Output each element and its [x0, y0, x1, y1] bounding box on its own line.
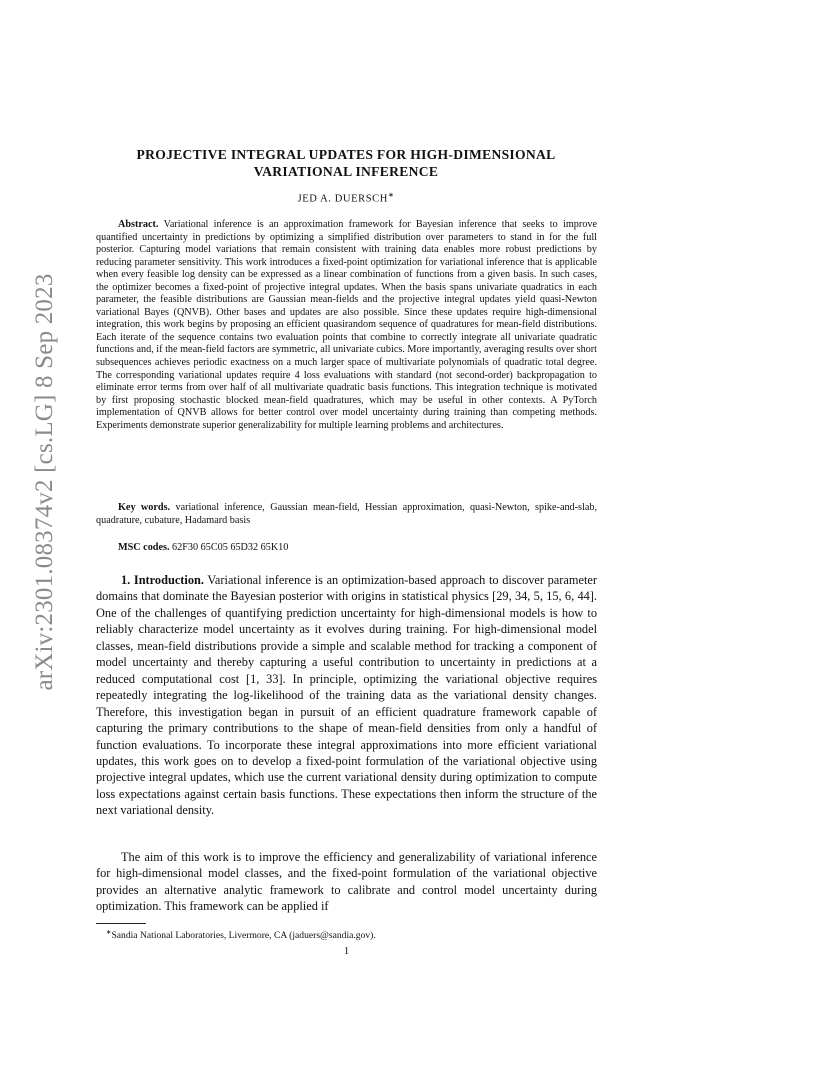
msc-text: 62F30 65C05 65D32 65K10 — [172, 542, 289, 553]
author-line — [96, 191, 596, 205]
footnote-text: Sandia National Laboratories, Livermore, CA (jaduers@sandia.gov). — [111, 930, 376, 942]
arxiv-identifier-text: arXiv:2301.08374v2 [cs.LG] 8 Sep 2023 — [31, 273, 58, 691]
page-number: 1 — [343, 946, 350, 957]
paper-title — [96, 147, 596, 180]
abstract — [96, 219, 597, 432]
footnote-mark: ∗ — [106, 929, 112, 936]
abstract-text: Variational inference is an approximation framework for Bayesian inference that seeks to improve quantified uncertainty in predictions by optimizing a simplified distribution over parameters to stand in for the full posterior. Capturing model variations that remain consistent with training data enables more robust predictions by reducing parameter sensitivity. This work introduces a fixed-point optimization for variational inference that is applicable when every feasible log density can be expressed as a linear combination of functions from a given basis. In such cases, the optimizer becomes a fixed-point of projective integral updates. When the basis spans univariate quadratics in each parameter, the feasible distributions are Gaussian mean-fields and the projective integral updates yield quasi-Newton variational Bayes (QNVB). Other bases and updates are also possible. Since these updates require high-dimensional integration, this work begins by proposing an efficient quasirandom sequence of quadratures for mean-field distributions. Each iterate of the sequence contains two evaluation points that combine to correctly integrate all univariate quadratic functions and, if the mean-field factors are symmetric, all univariate cubics. More importantly, averaging results over short subsequences achieves periodic exactness on a much larger space of multivariate polynomials of quadratic total degree. The corresponding variational updates require 4 loss evaluations with standard (not second-order) backpropagation to eliminate error terms from over half of all multivariate quadratic basis functions. This integration technique is motivated by first proposing stochastic blocked mean-field quadratures, which may be useful in other contexts. A PyTorch implementation of QNVB allows for better control over model uncertainty during training than competing methods. Experiments demonstrate superior generalizability for multiple learning problems and architectures. — [96, 219, 597, 431]
keywords-heading: Key words. — [118, 502, 171, 513]
author-name: JED A. DUERSCH — [297, 193, 388, 205]
keywords — [96, 502, 597, 527]
introduction-paragraph-2: The aim of this work is to improve the efficiency and generalizability of variational inference for high-dimensional model classes, and the fixed-point formulation of the variational objective provides an alternative analytic framework to calibrate and control model uncertainty during optimization. This framework can be applied if — [96, 850, 597, 914]
msc-heading: MSC codes. — [118, 542, 170, 553]
footnote-divider — [96, 923, 146, 924]
introduction-heading: 1. Introduction. — [121, 573, 204, 587]
keywords-text: variational inference, Gaussian mean-field, Hessian approximation, quasi-Newton, spike-and-slab, quadrature, cubature, Hadamard basis — [96, 502, 597, 526]
title-line-1: PROJECTIVE INTEGRAL UPDATES FOR HIGH-DIMENSIONAL — [136, 147, 556, 162]
author-footnote-mark: ∗ — [387, 191, 395, 199]
title-line-2: VARIATIONAL INFERENCE — [253, 163, 439, 179]
arxiv-identifier-stamp — [30, 0, 60, 1072]
footnote — [96, 927, 597, 942]
msc-codes — [96, 542, 597, 555]
introduction-paragraph-1-text: Variational inference is an optimization-based approach to discover parameter domains that dominate the Bayesian posterior with origins in statistical physics [29, 34, 5, 15, 6, 44]. One of the challenges of quantifying prediction uncertainty for high-dimensional models is how to reliably characterize model uncertainty as it evolves during training. For high-dimensional model classes, mean-field distributions provide a simple and scalable method for tracking a component of model uncertainty and thereby capturing a useful contribution to uncertainty in predictions at a reduced computational cost [1, 33]. In principle, optimizing the variational objective requires repeatedly integrating the log-likelihood of the training data as the variational density changes. Therefore, this investigation began in pursuit of an efficient quadrature framework capable of capturing the primary contributions to the shape of mean-field densities from only a handful of function evaluations. To incorporate these integral approximations into more efficient variational updates, this work goes on to develop a fixed-point formulation of the variational objective using projective integral updates, which use the current variational density during optimization to compute loss expectations against certain basis functions. These expectations then inform the structure of the next variational density. — [96, 573, 597, 818]
abstract-heading: Abstract. — [118, 219, 159, 230]
introduction-paragraph-1 — [96, 572, 597, 819]
